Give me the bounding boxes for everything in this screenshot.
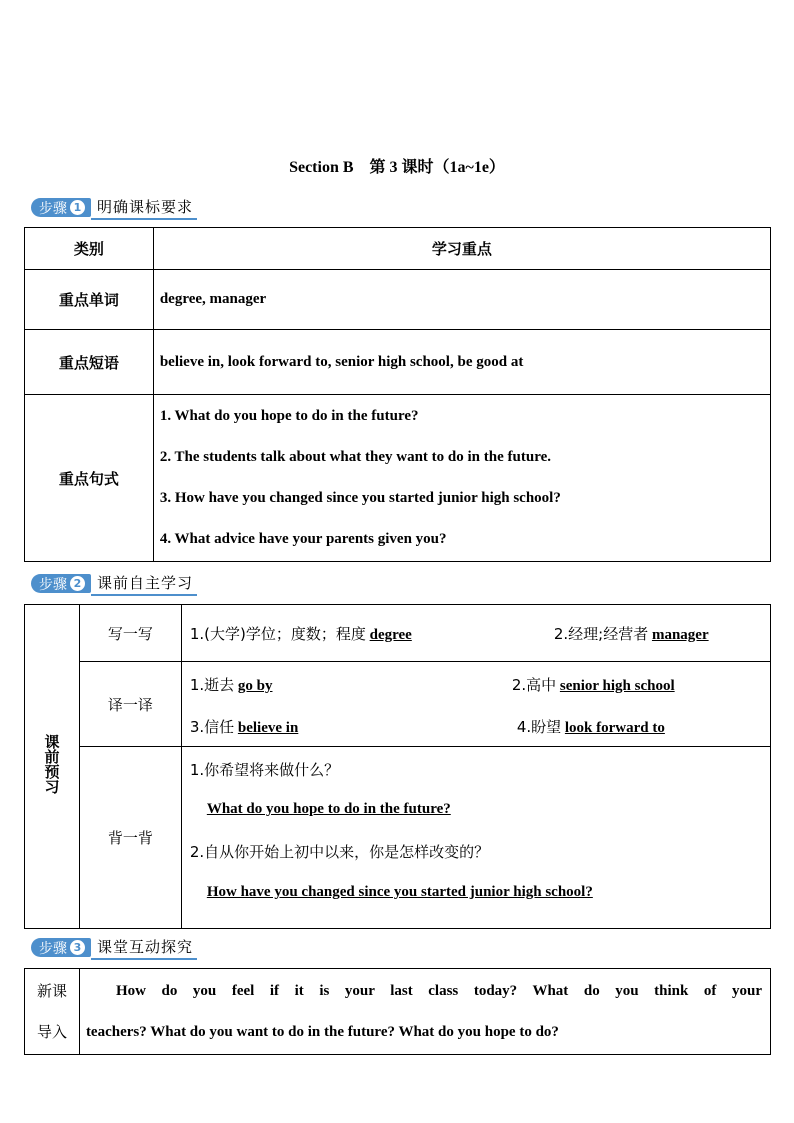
step-3-badge: 步骤 3	[31, 938, 91, 957]
write-item-1: 1.(大学)学位；度数；程度 degree	[189, 625, 412, 643]
step-2-heading	[31, 574, 197, 593]
step-2-number: 2	[70, 576, 85, 591]
intro-line-1: How do you feel if it is your last class today? What do you think of your	[115, 982, 762, 999]
translate-item-1: 1.逝去 go by	[189, 676, 273, 694]
intro-label-1: 新课	[36, 981, 67, 1000]
row-key-sentences-content	[153, 395, 770, 562]
row-key-sentences-label: 重点句式	[25, 395, 154, 562]
header-category: 类别	[25, 228, 154, 270]
translate-item-2: 2.高中 senior high school	[511, 676, 675, 694]
step-1-heading	[31, 198, 197, 217]
step-3-heading	[31, 938, 197, 957]
row-key-phrases-label: 重点短语	[25, 330, 154, 395]
row-key-words-content: degree, manager	[153, 270, 770, 330]
step-3-number: 3	[70, 940, 85, 955]
sentence-item: 3. How have you changed since you started junior high school?	[159, 490, 561, 506]
translate-label: 译一译	[79, 662, 181, 747]
intro-content	[79, 969, 770, 1055]
page-title: Section B 第 3 课时（1a~1e）	[289, 159, 505, 176]
translate-item-3: 3.信任 believe in	[189, 718, 299, 736]
preview-table	[24, 604, 771, 929]
sentence-item: 1. What do you hope to do in the future?	[159, 408, 419, 424]
curriculum-table	[24, 227, 771, 562]
intro-label-2: 导入	[36, 1022, 67, 1041]
preview-side-label: 课前预习	[42, 734, 61, 794]
step-1-number: 1	[70, 200, 85, 215]
row-key-words-label: 重点单词	[25, 270, 154, 330]
step-3-label: 课堂互动探究	[91, 936, 197, 960]
write-answer-2: manager	[651, 627, 709, 643]
preview-side-cell	[25, 605, 80, 929]
recite-answer-2: How have you changed since you started junior high school?	[206, 884, 593, 900]
intro-table	[24, 968, 771, 1055]
intro-label-cell	[25, 969, 80, 1055]
translate-content	[181, 662, 770, 747]
header-focus: 学习重点	[153, 228, 770, 270]
step-2-badge: 步骤 2	[31, 574, 91, 593]
row-key-phrases-content: believe in, look forward to, senior high school, be good at	[153, 330, 770, 395]
recite-label: 背一背	[79, 747, 181, 929]
step-2-label: 课前自主学习	[91, 572, 197, 596]
recite-question-1: 1.你希望将来做什么？	[189, 761, 340, 779]
sentence-item: 4. What advice have your parents given you?	[159, 531, 447, 547]
recite-answer-1: What do you hope to do in the future?	[206, 801, 451, 817]
step-1-label: 明确课标要求	[91, 196, 197, 220]
recite-content	[181, 747, 770, 929]
write-label: 写一写	[79, 605, 181, 662]
recite-question-2: 2.自从你开始上初中以来，你是怎样改变的？	[189, 843, 490, 861]
intro-line-2: teachers? What do you want to do in the future? What do you hope to do?	[85, 1023, 559, 1040]
translate-item-4: 4.盼望 look forward to	[516, 718, 665, 736]
step-1-badge: 步骤 1	[31, 198, 91, 217]
write-content	[181, 605, 770, 662]
write-answer-1: degree	[369, 627, 412, 643]
sentence-item: 2. The students talk about what they want to do in the future.	[159, 449, 551, 465]
write-item-2: 2.经理;经营者 manager	[553, 625, 709, 643]
